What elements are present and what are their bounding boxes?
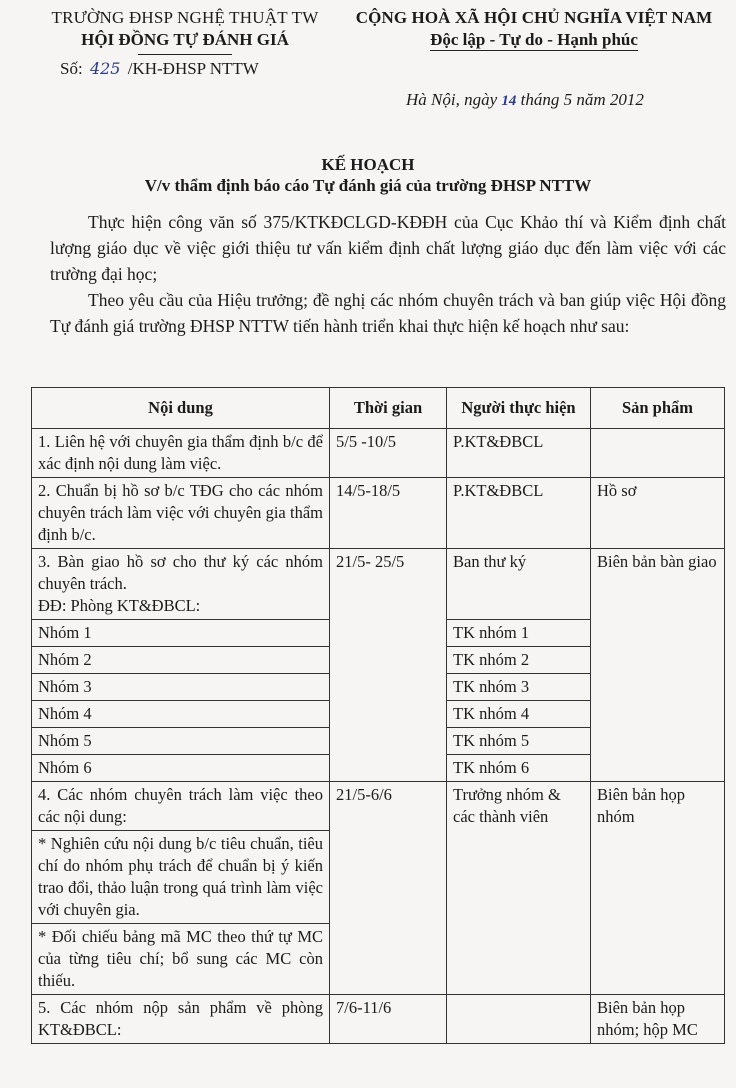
table-row xyxy=(32,478,725,549)
table-row xyxy=(32,782,725,831)
row5-time: 7/6-11/6 xyxy=(330,995,447,1044)
row5-product: Biên bản họp nhóm; hộp MC xyxy=(591,995,725,1044)
row4-sub1: * Nghiên cứu nội dung b/c tiêu chuẩn, tiêu chí do nhóm phụ trách để chuẩn bị ý kiến trao đổi, thảo luận trong quá trình làm việc với chuyên gia. xyxy=(32,831,330,924)
document-header xyxy=(0,0,736,118)
number-prefix: Số: xyxy=(60,59,83,78)
row1-time: 5/5 -10/5 xyxy=(330,429,447,478)
row4-time: 21/5-6/6 xyxy=(330,782,447,995)
handwritten-day: 14 xyxy=(501,93,517,109)
council-name: HỘI ĐỒNG TỰ ĐÁNH GIÁ xyxy=(81,30,289,49)
row3-time: 21/5- 25/5 xyxy=(330,549,447,782)
date-prefix: Hà Nội, ngày xyxy=(406,90,498,109)
group-person: TK nhóm 2 xyxy=(447,647,591,674)
row3-content xyxy=(32,549,330,620)
group-name: Nhóm 4 xyxy=(32,701,330,728)
header-product: Sản phẩm xyxy=(591,388,725,429)
row1-person: P.KT&ĐBCL xyxy=(447,429,591,478)
country-name: CỘNG HOÀ XÃ HỘI CHỦ NGHĨA VIỆT NAM xyxy=(355,8,713,27)
number-suffix: /KH-ĐHSP NTTW xyxy=(127,59,259,78)
national-motto: Độc lập - Tự do - Hạnh phúc xyxy=(430,30,638,49)
group-name: Nhóm 6 xyxy=(32,755,330,782)
row5-person xyxy=(447,995,591,1044)
group-name: Nhóm 5 xyxy=(32,728,330,755)
row3-product: Biên bản bàn giao xyxy=(591,549,725,782)
table-header-row xyxy=(32,388,725,429)
row2-time: 14/5-18/5 xyxy=(330,478,447,549)
document-subtitle: V/v thẩm định báo cáo Tự đánh giá của trường ĐHSP NTTW xyxy=(144,176,592,195)
group-person: TK nhóm 1 xyxy=(447,620,591,647)
row1-product xyxy=(591,429,725,478)
table-row xyxy=(32,429,725,478)
row3-person: Ban thư ký xyxy=(447,549,591,620)
row4-content: 4. Các nhóm chuyên trách làm việc theo các nội dung: xyxy=(32,782,330,831)
document-number xyxy=(30,59,340,79)
row1-content: 1. Liên hệ với chuyên gia thẩm định b/c để xác định nội dung làm việc. xyxy=(32,429,330,478)
row2-product: Hồ sơ xyxy=(591,478,725,549)
group-person: TK nhóm 5 xyxy=(447,728,591,755)
row4-sub2: * Đối chiếu bảng mã MC theo thứ tự MC của từng tiêu chí; bổ sung các MC còn thiếu. xyxy=(32,924,330,995)
row4-product: Biên bản họp nhóm xyxy=(591,782,725,995)
council-underline xyxy=(138,54,232,55)
group-person: TK nhóm 3 xyxy=(447,674,591,701)
header-person: Người thực hiện xyxy=(447,388,591,429)
row2-person: P.KT&ĐBCL xyxy=(447,478,591,549)
header-time: Thời gian xyxy=(330,388,447,429)
row2-content: 2. Chuẩn bị hồ sơ b/c TĐG cho các nhóm chuyên trách làm việc với chuyên gia thẩm định b/c. xyxy=(32,478,330,549)
row3-content-text: 3. Bàn giao hồ sơ cho thư ký các nhóm chuyên trách. xyxy=(38,552,323,593)
paragraph-2-text: Theo yêu cầu của Hiệu trưởng; đề nghị các nhóm chuyên trách và ban giúp việc Hội đồng Tự đánh giá trường ĐHSP NTTW tiến hành triển khai thực hiện kế hoạch như sau: xyxy=(50,290,726,336)
group-name: Nhóm 3 xyxy=(32,674,330,701)
document-date xyxy=(406,90,644,110)
group-person: TK nhóm 4 xyxy=(447,701,591,728)
table-row xyxy=(32,549,725,620)
paragraph-1-text: Thực hiện công văn số 375/KTKĐCLGD-KĐĐH của Cục Khảo thí và Kiểm định chất lượng giáo dục về việc giới thiệu tư vấn kiểm định chất lượng giáo dục đến làm việc với các trường đại học; xyxy=(50,212,726,284)
row4-person: Trưởng nhóm & các thành viên xyxy=(447,782,591,995)
paragraph-1 xyxy=(50,209,726,287)
national-header xyxy=(344,8,724,51)
group-person: TK nhóm 6 xyxy=(447,755,591,782)
header-content: Nội dung xyxy=(32,388,330,429)
row5-content: 5. Các nhóm nộp sản phẩm về phòng KT&ĐBCL: xyxy=(32,995,330,1044)
handwritten-number: 425 xyxy=(89,59,121,78)
document-title: KẾ HOẠCH xyxy=(321,155,415,174)
plan-table xyxy=(31,387,725,1044)
issuing-organization xyxy=(30,8,340,79)
school-name: TRƯỜNG ĐHSP NGHỆ THUẬT TW xyxy=(51,8,319,27)
table-row xyxy=(32,995,725,1044)
date-suffix: tháng 5 năm 2012 xyxy=(520,90,644,109)
row3-location: ĐĐ: Phòng KT&ĐBCL: xyxy=(38,596,201,615)
group-name: Nhóm 2 xyxy=(32,647,330,674)
group-name: Nhóm 1 xyxy=(32,620,330,647)
paragraph-2 xyxy=(50,287,726,339)
